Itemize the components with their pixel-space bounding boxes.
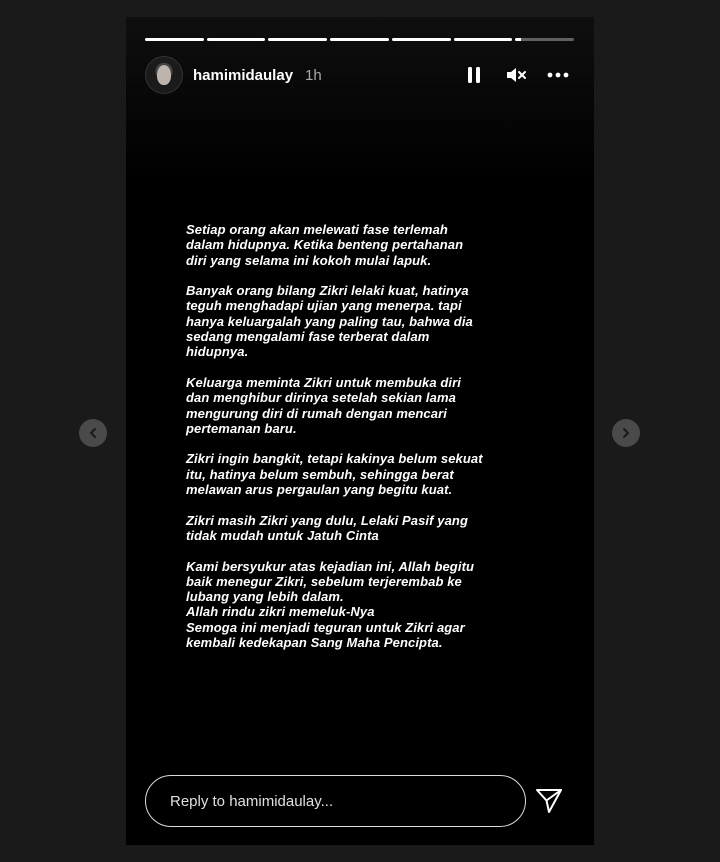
progress-segment (454, 38, 513, 41)
send-icon (534, 786, 564, 816)
story-paragraph: Zikri ingin bangkit, tetapi kakinya belum sekuat itu, hatinya belum sembuh, sehingga berat melawan arus pergaulan yang begitu kuat. (186, 451, 483, 498)
progress-segment (392, 38, 451, 41)
previous-story-button[interactable] (79, 419, 107, 447)
story-paragraph: Keluarga meminta Zikri untuk membuka diri dan menghibur dirinya setelah sekian lama mengurung diri di rumah dengan mencari pertemanan baru. (186, 374, 461, 436)
chevron-right-icon (620, 427, 632, 439)
story-progress-bar (145, 38, 574, 41)
story-card[interactable] (126, 17, 594, 845)
story-paragraph: Banyak orang bilang Zikri lelaki kuat, hatinya teguh menghadapi ujian yang menerpa. tapi hanya keluargalah yang paling tau, bahwa dia sedang mengalami fase terberat dalam hidupnya. (186, 283, 473, 360)
story-paragraph: Setiap orang akan melewati fase terlemah dalam hidupnya. Ketika benteng pertahanan diri yang selama ini kokoh mulai lapuk. (186, 222, 464, 268)
volume-muted-icon (505, 65, 527, 85)
story-paragraph: Zikri masih Zikri yang dulu, Lelaki Pasif yang tidak mudah untuk Jatuh Cinta (186, 512, 469, 543)
progress-segment (268, 38, 327, 41)
next-story-button[interactable] (612, 419, 640, 447)
progress-segment (145, 38, 204, 41)
more-options-button[interactable] (546, 63, 570, 87)
story-text (186, 222, 556, 666)
mute-button[interactable] (504, 63, 528, 87)
story-controls (462, 63, 574, 87)
chevron-left-icon (87, 427, 99, 439)
story-paragraph: Kami bersyukur atas kejadian ini, Allah begitu baik menegur Zikri, sebelum terjerembab ke lubang yang lebih dalam. Allah rindu zikri memeluk-Nya Semoga ini menjadi teguran untuk Zikri agar kembali kedekapan Sang Maha Pencipta. (186, 558, 475, 651)
pause-button[interactable] (462, 63, 486, 87)
avatar[interactable] (145, 56, 183, 94)
send-button[interactable] (534, 786, 564, 816)
story-header (145, 55, 574, 95)
username-link[interactable]: hamimidaulay (193, 66, 294, 84)
post-time: 1h (305, 66, 322, 84)
more-options-icon (547, 72, 569, 78)
reply-input[interactable]: Reply to hamimidaulay... (145, 775, 526, 827)
progress-segment-current (515, 38, 574, 41)
progress-segment (207, 38, 266, 41)
progress-segment (330, 38, 389, 41)
pause-icon (466, 66, 482, 84)
